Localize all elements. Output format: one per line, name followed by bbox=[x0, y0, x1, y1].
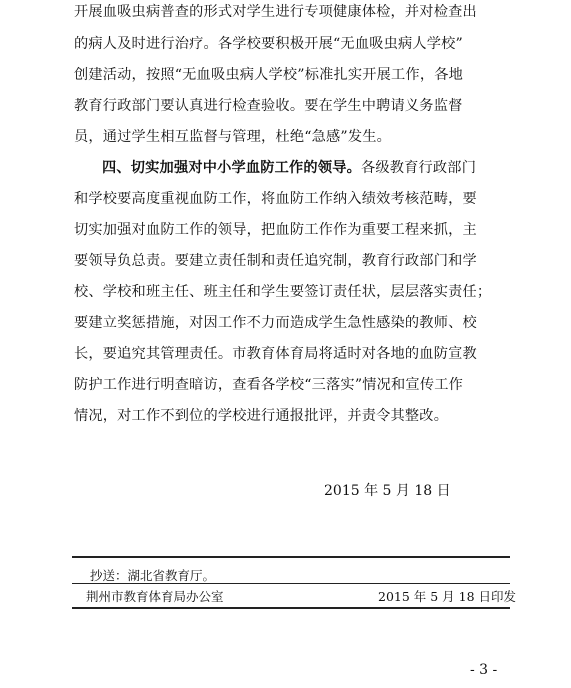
section-4-line-2: 和学校要高度重视血防工作，将血防工作纳入绩效考核范畴，要 bbox=[74, 191, 477, 207]
body-line-4: 教育行政部门要认真进行检查验收。要在学生中聘请义务监督 bbox=[74, 98, 463, 114]
body-line-2: 的病人及时进行治疗。各学校要积极开展“无血吸虫病人学校” bbox=[74, 36, 463, 52]
body-line-3: 创建活动，按照“无血吸虫病人学校”标准扎实开展工作，各地 bbox=[74, 67, 463, 83]
section-4-line-5: 校、学校和班主任、班主任和学生要签订责任状，层层落实责任； bbox=[74, 284, 492, 300]
page-number: - 3 - bbox=[470, 662, 498, 678]
print-date: 2015 年 5 月 18 日印发 bbox=[378, 589, 517, 604]
section-4-line-6: 要建立奖惩措施，对因工作不力而造成学生急性感染的教师、校 bbox=[74, 315, 477, 331]
issuer-office: 荆州市教育体育局办公室 bbox=[86, 589, 224, 604]
section-4-line-4: 要领导负总责。要建立责任制和责任追究制，教育行政部门和学 bbox=[74, 253, 477, 269]
signature-date: 2015 年 5 月 18 日 bbox=[324, 483, 451, 499]
section-4-first-line bbox=[102, 158, 514, 178]
footer-bottom-rule bbox=[72, 607, 510, 609]
body-line-1: 开展血吸虫病普查的形式对学生进行专项健康体检，并对检查出 bbox=[74, 4, 477, 20]
section-4-heading: 四、切实加强对中小学血防工作的领导。 bbox=[102, 160, 361, 176]
section-4-line-9: 情况，对工作不到位的学校进行通报批评，并责令其整改。 bbox=[74, 408, 449, 424]
body-line-5: 员，通过学生相互监督与管理，杜绝“急感”发生。 bbox=[74, 129, 392, 145]
cc-line: 抄送：湖北省教育厅。 bbox=[90, 568, 216, 583]
section-4-first-line-rest: 各级教育行政部门 bbox=[360, 160, 477, 176]
footer-middle-rule bbox=[72, 583, 510, 584]
section-4-line-8: 防护工作进行明查暗访，查看各学校“三落实”情况和宣传工作 bbox=[74, 377, 463, 393]
section-4-line-3: 切实加强对血防工作的领导，把血防工作作为重要工程来抓，主 bbox=[74, 222, 477, 238]
footer-top-rule bbox=[72, 556, 510, 558]
section-4-line-7: 长，要追究其管理责任。市教育体育局将适时对各地的血防宣教 bbox=[74, 346, 477, 362]
